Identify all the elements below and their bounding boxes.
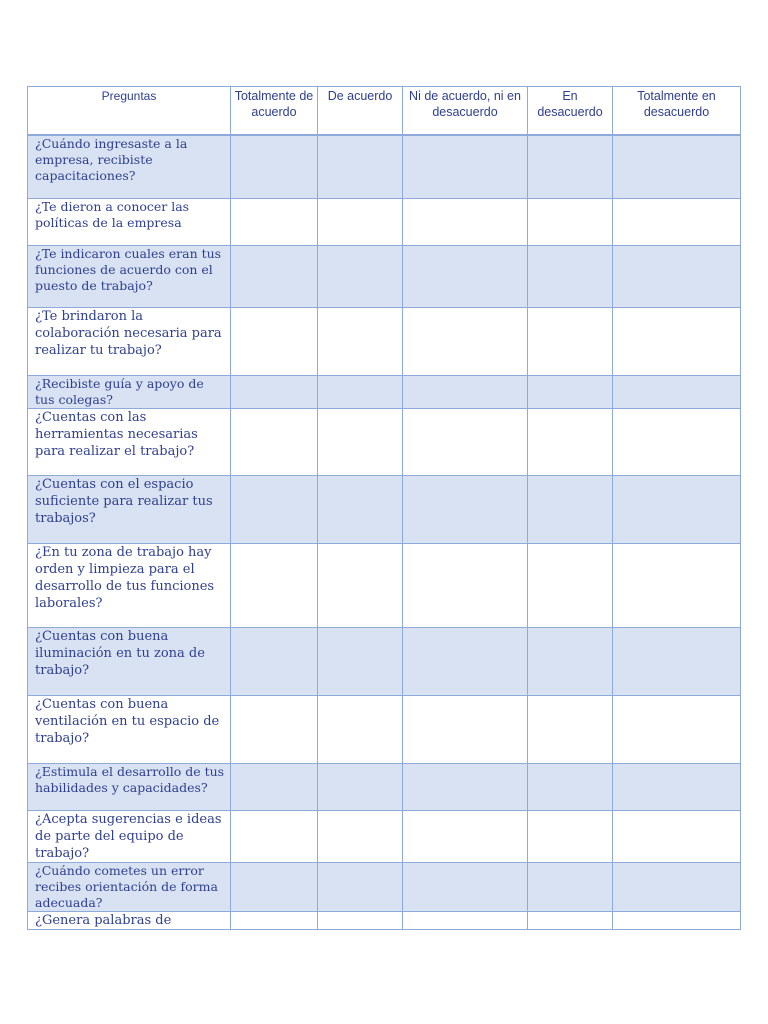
answer-cell[interactable] — [231, 135, 318, 199]
answer-cell[interactable] — [613, 912, 741, 930]
answer-cell[interactable] — [318, 912, 403, 930]
table-row — [28, 409, 741, 476]
answer-cell[interactable] — [231, 912, 318, 930]
answer-cell[interactable] — [528, 544, 613, 628]
table-row — [28, 628, 741, 696]
answer-cell[interactable] — [613, 696, 741, 764]
answer-cell[interactable] — [403, 696, 528, 764]
answer-cell[interactable] — [403, 863, 528, 912]
answer-cell[interactable] — [318, 544, 403, 628]
answer-cell[interactable] — [318, 863, 403, 912]
answer-cell[interactable] — [528, 476, 613, 544]
answer-cell[interactable] — [231, 409, 318, 476]
answer-cell[interactable] — [231, 863, 318, 912]
answer-cell[interactable] — [528, 863, 613, 912]
header-totalmente-de-acuerdo: Totalmente de acuerdo — [231, 87, 318, 135]
table-row — [28, 135, 741, 199]
answer-cell[interactable] — [231, 308, 318, 376]
header-totalmente-en-desacuerdo: Totalmente en desacuerdo — [613, 87, 741, 135]
answer-cell[interactable] — [231, 811, 318, 863]
question-cell: ¿Cuentas con buena ventilación en tu espacio de trabajo? — [28, 696, 231, 764]
question-cell: ¿Te brindaron la colaboración necesaria para realizar tu trabajo? — [28, 308, 231, 376]
answer-cell[interactable] — [613, 409, 741, 476]
answer-cell[interactable] — [403, 376, 528, 409]
question-cell: ¿Cuándo cometes un error recibes orientación de forma adecuada? — [28, 863, 231, 912]
answer-cell[interactable] — [528, 246, 613, 308]
answer-cell[interactable] — [318, 246, 403, 308]
answer-cell[interactable] — [231, 476, 318, 544]
answer-cell[interactable] — [231, 628, 318, 696]
table-row — [28, 246, 741, 308]
answer-cell[interactable] — [528, 135, 613, 199]
answer-cell[interactable] — [613, 764, 741, 811]
answer-cell[interactable] — [318, 764, 403, 811]
question-cell: ¿Acepta sugerencias e ideas de parte del equipo de trabajo? — [28, 811, 231, 863]
question-cell: ¿Te indicaron cuales eran tus funciones de acuerdo con el puesto de trabajo? — [28, 246, 231, 308]
answer-cell[interactable] — [403, 199, 528, 246]
answer-cell[interactable] — [613, 308, 741, 376]
answer-cell[interactable] — [613, 863, 741, 912]
answer-cell[interactable] — [528, 764, 613, 811]
answer-cell[interactable] — [403, 409, 528, 476]
answer-cell[interactable] — [613, 246, 741, 308]
question-cell: ¿Recibiste guía y apoyo de tus colegas? — [28, 376, 231, 409]
question-cell: ¿Genera palabras de — [28, 912, 231, 930]
table-row — [28, 912, 741, 930]
answer-cell[interactable] — [613, 628, 741, 696]
answer-cell[interactable] — [231, 376, 318, 409]
answer-cell[interactable] — [613, 135, 741, 199]
header-preguntas: Preguntas — [28, 87, 231, 135]
table-row — [28, 476, 741, 544]
question-cell: ¿Estimula el desarrollo de tus habilidades y capacidades? — [28, 764, 231, 811]
answer-cell[interactable] — [528, 628, 613, 696]
header-row — [28, 87, 741, 135]
table-row — [28, 199, 741, 246]
answer-cell[interactable] — [231, 199, 318, 246]
answer-cell[interactable] — [403, 308, 528, 376]
table-row — [28, 764, 741, 811]
answer-cell[interactable] — [528, 696, 613, 764]
question-cell: ¿Cuándo ingresaste a la empresa, recibiste capacitaciones? — [28, 135, 231, 199]
answer-cell[interactable] — [403, 628, 528, 696]
answer-cell[interactable] — [613, 476, 741, 544]
table-row — [28, 308, 741, 376]
question-cell: ¿Cuentas con el espacio suficiente para realizar tus trabajos? — [28, 476, 231, 544]
answer-cell[interactable] — [528, 308, 613, 376]
answer-cell[interactable] — [403, 544, 528, 628]
answer-cell[interactable] — [403, 764, 528, 811]
answer-cell[interactable] — [403, 246, 528, 308]
header-ni-de-acuerdo-ni-en-desacuerdo: Ni de acuerdo, ni en desacuerdo — [403, 87, 528, 135]
answer-cell[interactable] — [613, 199, 741, 246]
answer-cell[interactable] — [403, 912, 528, 930]
answer-cell[interactable] — [318, 308, 403, 376]
answer-cell[interactable] — [318, 376, 403, 409]
question-cell: ¿En tu zona de trabajo hay orden y limpieza para el desarrollo de tus funciones laborales? — [28, 544, 231, 628]
table-row — [28, 544, 741, 628]
answer-cell[interactable] — [231, 246, 318, 308]
question-cell: ¿Cuentas con las herramientas necesarias para realizar el trabajo? — [28, 409, 231, 476]
table-row — [28, 863, 741, 912]
table-row — [28, 811, 741, 863]
question-cell: ¿Te dieron a conocer las políticas de la empresa — [28, 199, 231, 246]
answer-cell[interactable] — [318, 476, 403, 544]
answer-cell[interactable] — [318, 409, 403, 476]
answer-cell[interactable] — [318, 628, 403, 696]
answer-cell[interactable] — [231, 544, 318, 628]
answer-cell[interactable] — [403, 476, 528, 544]
answer-cell[interactable] — [613, 544, 741, 628]
answer-cell[interactable] — [231, 764, 318, 811]
answer-cell[interactable] — [318, 696, 403, 764]
table-row — [28, 376, 741, 409]
answer-cell[interactable] — [403, 135, 528, 199]
answer-cell[interactable] — [318, 199, 403, 246]
survey-table — [27, 86, 741, 930]
answer-cell[interactable] — [528, 912, 613, 930]
table-row — [28, 696, 741, 764]
answer-cell[interactable] — [613, 811, 741, 863]
header-en-desacuerdo: En desacuerdo — [528, 87, 613, 135]
answer-cell[interactable] — [528, 376, 613, 409]
answer-cell[interactable] — [613, 376, 741, 409]
answer-cell[interactable] — [528, 811, 613, 863]
header-de-acuerdo: De acuerdo — [318, 87, 403, 135]
answer-cell[interactable] — [403, 811, 528, 863]
answer-cell[interactable] — [318, 811, 403, 863]
answer-cell[interactable] — [318, 135, 403, 199]
answer-cell[interactable] — [528, 199, 613, 246]
question-cell: ¿Cuentas con buena iluminación en tu zona de trabajo? — [28, 628, 231, 696]
answer-cell[interactable] — [231, 696, 318, 764]
answer-cell[interactable] — [528, 409, 613, 476]
